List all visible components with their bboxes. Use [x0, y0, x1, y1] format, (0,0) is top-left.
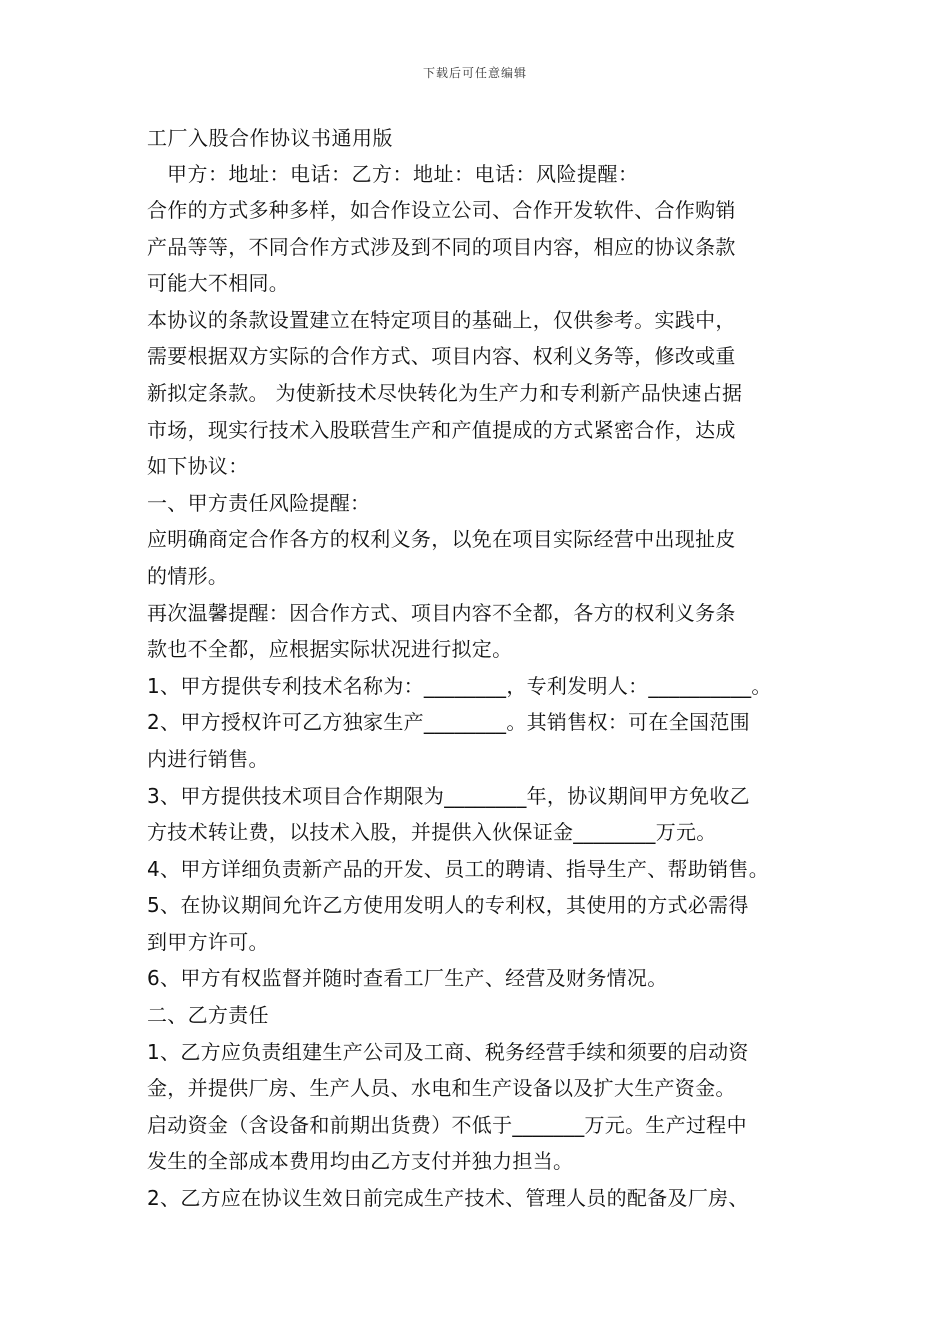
body-line: 可能大不相同。 [147, 271, 290, 296]
clause-line: 方技术转让费，以技术入股，并提供入伙保证金________万元。 [147, 820, 717, 845]
clause-line: 4、甲方详细负责新产品的开发、员工的聘请、指导生产、帮助销售。 [147, 856, 770, 881]
document-title: 工厂入股合作协议书通用版 [147, 126, 393, 150]
section-heading: 一、甲方责任风险提醒： [147, 490, 371, 515]
clause-line: 金，并提供厂房、生产人员、水电和生产设备以及扩大生产资金。 [147, 1076, 736, 1101]
clause-line: 1、乙方应负责组建生产公司及工商、税务经营手续和须要的启动资 [147, 1039, 749, 1064]
clause-line: 到甲方许可。 [147, 929, 269, 954]
body-line: 再次温馨提醒：因合作方式、项目内容不全都，各方的权利义务条 [147, 600, 736, 625]
body-line: 新拟定条款。 为使新技术尽快转化为生产力和专利新产品快速占据 [147, 380, 743, 405]
body-line: 如下协议： [147, 454, 249, 479]
section-heading: 二、乙方责任 [147, 1003, 269, 1028]
body-line: 产品等等，不同合作方式涉及到不同的项目内容，相应的协议条款 [147, 234, 736, 259]
clause-line: 启动资金（含设备和前期出货费）不低于_______万元。生产过程中 [147, 1112, 747, 1137]
clause-line: 发生的全部成本费用均由乙方支付并独力担当。 [147, 1149, 574, 1174]
clause-line: 2、甲方授权许可乙方独家生产________。其销售权：可在全国范围 [147, 710, 750, 735]
parties-line: 甲方：地址：电话：乙方：地址：电话：风险提醒： [167, 162, 639, 186]
clause-line: 3、甲方提供技术项目合作期限为________年，协议期间甲方免收乙 [147, 783, 750, 808]
clause-line: 6、甲方有权监督并随时查看工厂生产、经营及财务情况。 [147, 966, 668, 991]
body-line: 的情形。 [147, 563, 229, 588]
body-line: 应明确商定合作各方的权利义务，以免在项目实际经营中出现扯皮 [147, 527, 736, 552]
clause-line: 1、甲方提供专利技术名称为：________，专利发明人：__________。 [147, 673, 772, 698]
clause-line: 内进行销售。 [147, 746, 269, 771]
body-line: 合作的方式多种多样，如合作设立公司、合作开发软件、合作购销 [147, 198, 736, 222]
clause-line: 2、乙方应在协议生效日前完成生产技术、管理人员的配备及厂房、 [147, 1186, 749, 1211]
body-line: 市场，现实行技术入股联营生产和产值提成的方式紧密合作，达成 [147, 417, 736, 442]
clause-line: 5、在协议期间允许乙方使用发明人的专利权，其使用的方式必需得 [147, 893, 749, 918]
body-line: 本协议的条款设置建立在特定项目的基础上，仅供参考。实践中， [147, 307, 736, 332]
body-line: 需要根据双方实际的合作方式、项目内容、权利义务等，修改或重 [147, 344, 736, 369]
page-header-note: 下载后可任意编辑 [422, 66, 527, 80]
document-body [147, 192, 827, 1217]
body-line: 款也不全都，应根据实际状况进行拟定。 [147, 637, 513, 662]
